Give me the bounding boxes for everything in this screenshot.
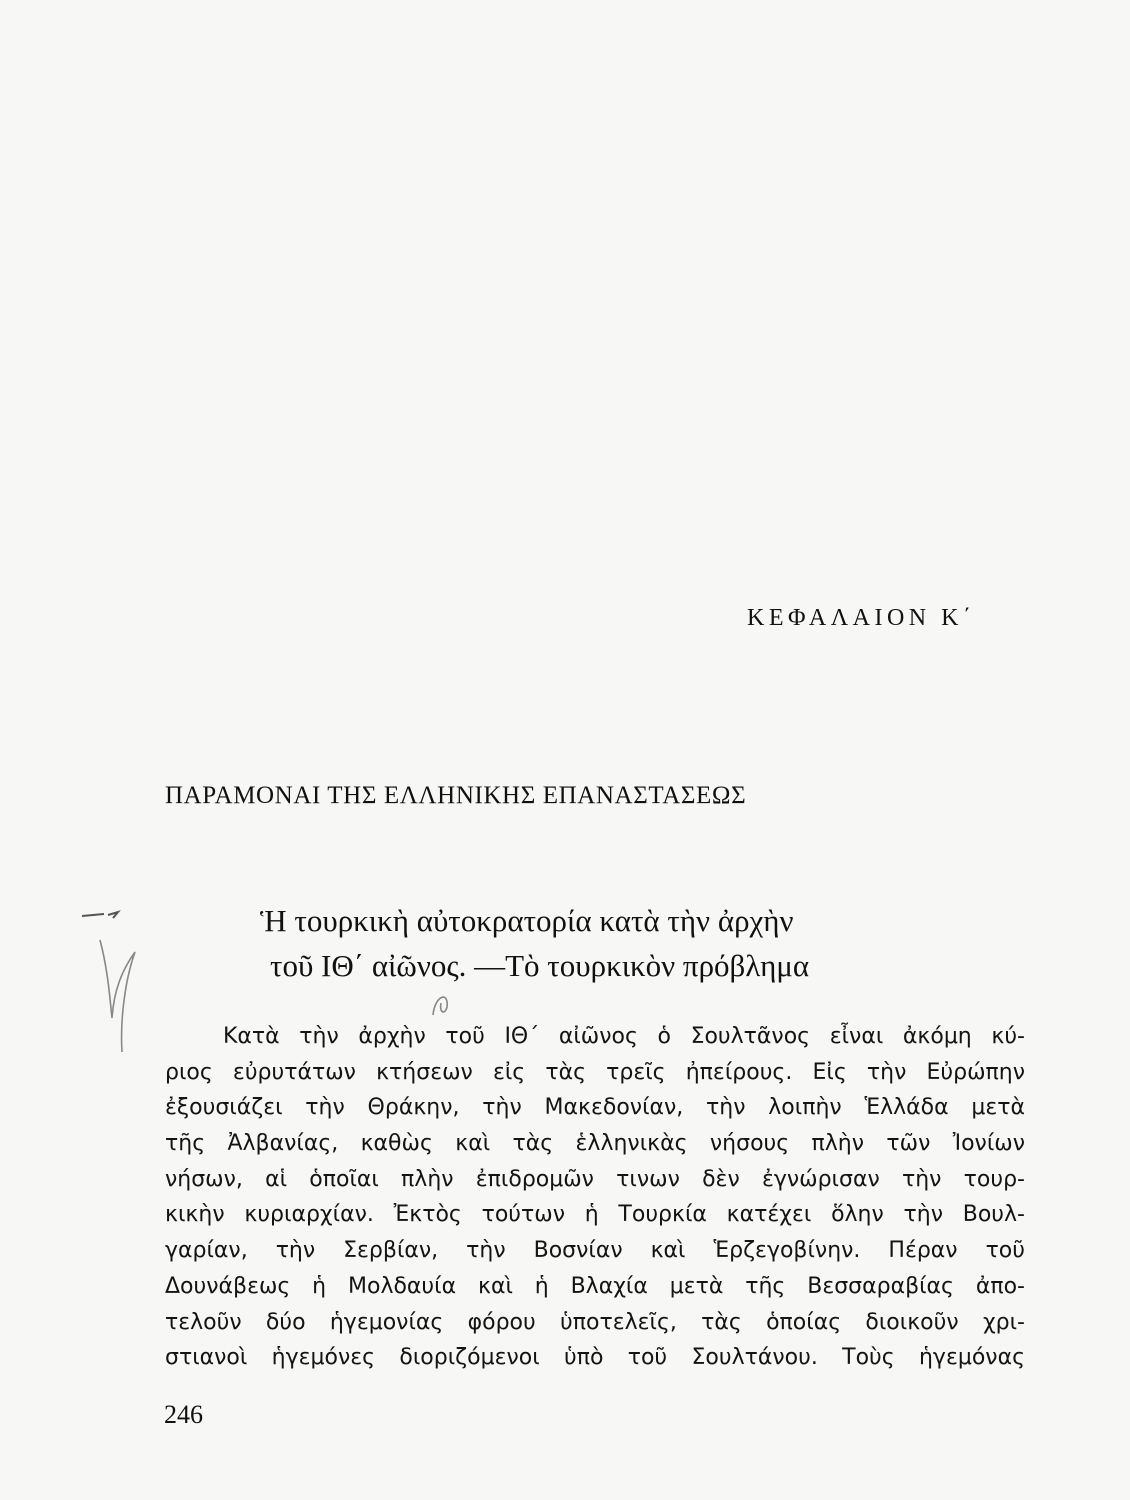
body-line: στιανοὶ ἡγεμόνες διοριζόμενοι ὑπὸ τοῦ Σουλτάνου. Τοὺς ἡγεμόνας [165,1345,1025,1371]
body-line: τῆς Ἀλβανίας, καθὼς καὶ τὰς ἑλληνικὰς νήσους πλὴν τῶν Ἰονίων [165,1131,1025,1157]
body-line: Κατὰ τὴν ἀρχὴν τοῦ ΙΘ΄ αἰῶνος ὁ Σουλτᾶνος εἶναι ἀκόμη κύ- [223,1024,1025,1049]
pencil-annotation-mark [80,900,170,1060]
section-title-line-1: Ἡ τουρκικὴ αὐτοκρατορία κατὰ τὴν ἀρχὴν [260,903,794,938]
section-title-line-2: τοῦ ΙΘ΄ αἰῶνος. —Τὸ τουρκικὸν πρόβλημα [270,948,810,983]
page-number: 246 [164,1400,203,1429]
section-title [260,898,960,988]
chapter-heading: ΚΕΦΑΛΑΙΟΝ Κ΄ [747,605,976,631]
body-paragraph [165,1019,1025,1376]
body-line: Δουνάβεως ἡ Μολδαυία καὶ ἡ Βλαχία μετὰ τῆς Βεσσαραβίας ἀπο- [165,1273,1025,1299]
body-line: ριος εὐρυτάτων κτήσεων εἰς τὰς τρεῖς ἠπείρους. Εἰς τὴν Εὐρώπην [165,1059,1025,1085]
part-title: ΠΑΡΑΜΟΝΑΙ ΤΗΣ ΕΛΛΗΝΙΚΗΣ ΕΠΑΝΑΣΤΑΣΕΩΣ [165,782,747,809]
body-line: κικὴν κυριαρχίαν. Ἐκτὸς τούτων ἡ Τουρκία κατέχει ὅλην τὴν Βουλ- [165,1202,1025,1228]
body-line: γαρίαν, τὴν Σερβίαν, τὴν Βοσνίαν καὶ Ἑρζεγοβίνην. Πέραν τοῦ [165,1238,1025,1264]
body-line: ἐξουσιάζει τὴν Θράκην, τὴν Μακεδονίαν, τὴν λοιπὴν Ἑλλάδα μετὰ [165,1095,1025,1121]
body-line: τελοῦν δύο ἡγεμονίας φόρου ὑποτελεῖς, τὰς ὁποίας διοικοῦν χρι- [165,1309,1025,1335]
pencil-annotation-squiggle [425,985,465,1025]
body-line: νήσων, αἱ ὁποῖαι πλὴν ἐπιδρομῶν τινων δὲν ἐγνώρισαν τὴν τουρ- [165,1166,1025,1192]
